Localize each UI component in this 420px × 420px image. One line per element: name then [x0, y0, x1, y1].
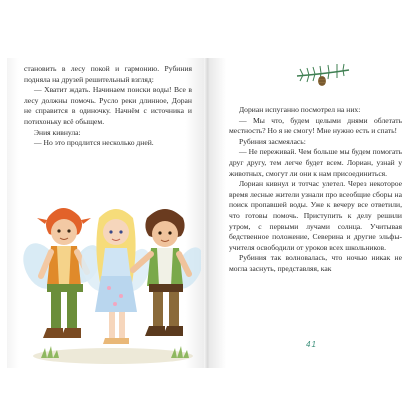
page-number: 41: [306, 340, 317, 349]
pine-branch-icon: [295, 60, 351, 88]
three-elves-illustration: [21, 196, 201, 368]
paragraph: Лориан кивнул и тотчас улетел. Через некоторое время лесные жители узнали про всеобщие сборы на поиск пропавшей воды. Уже к вечеру все ответили, что готовы помочь. Приступить к делу решили утром, с первыми лучами солнца. Учитывая бедственное положение, Северина и другие эльфы-учителя освободили от уроков всех школьников.: [229, 179, 402, 252]
paragraph: Рубиния засмеялась:: [239, 136, 306, 146]
paragraph: — Мы что, будем целыми днями облетать местность? Но я не смогу! Мне нужно есть и спать!: [229, 115, 402, 136]
right-page-text: [229, 105, 402, 275]
left-page: [7, 58, 205, 368]
paragraph: — Но это продлится несколько дней.: [34, 138, 154, 148]
paragraph: Дориан испуганно посмотрел на них:: [239, 105, 361, 114]
paragraph: Рубиния так волновалась, что ночью никак не могла заснуть, представляя, как: [229, 253, 402, 273]
left-page-text: [24, 64, 192, 149]
paragraph: становить в лесу покой и гармонию. Рубиния подняла на друзей решительный взгляд:: [24, 64, 192, 84]
paragraph: — Хватит ждать. Начинаем поиски воды! Все в лесу должны помочь. Русло реки длинное, Доран не справится в одиночку. Начнём с источника и потихоньку всё обыщем.: [24, 85, 192, 126]
paragraph: — Не переживай. Чем больше мы будем помогать друг другу, тем легче будет всем. Лориан, узнай у животных, смогут ли они к нам присоединиться.: [229, 147, 402, 178]
paragraph: Эния кивнула:: [34, 127, 81, 137]
right-page: [210, 58, 413, 368]
